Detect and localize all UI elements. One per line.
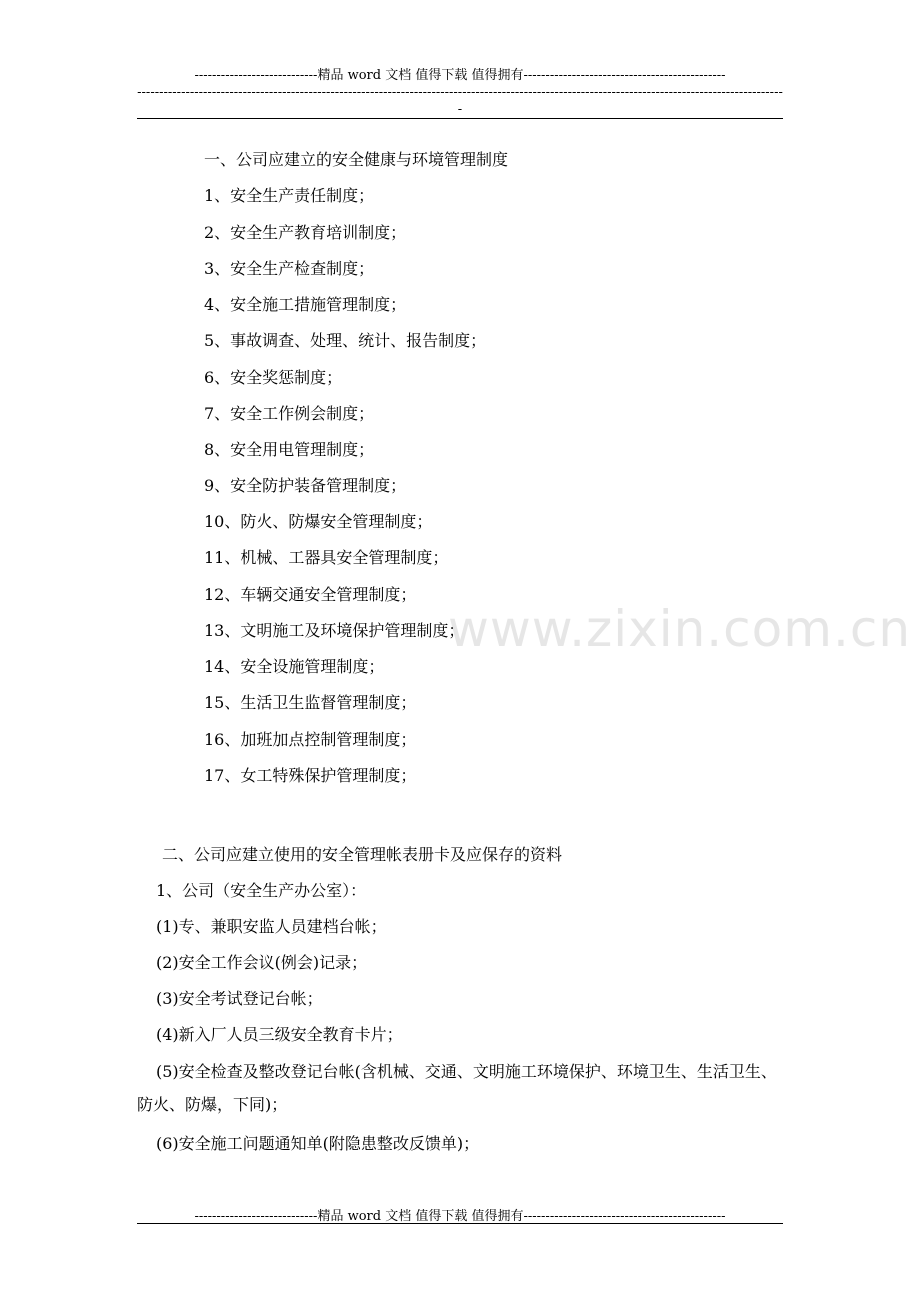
footer-divider (137, 1223, 783, 1224)
list-item: 15、生活卫生监督管理制度； (204, 693, 417, 712)
section2-subtitle: 1、公司（安全生产办公室）： (156, 881, 367, 900)
section1-title: 一、公司应建立的安全健康与环境管理制度 (204, 150, 509, 169)
list-item: 2、安全生产教育培训制度； (204, 223, 407, 242)
watermark: www.zixin.com.cn (448, 600, 912, 658)
list-item: 3、安全生产检查制度； (204, 259, 375, 278)
list-item: 12、车辆交通安全管理制度； (204, 585, 417, 604)
list-item: 8、安全用电管理制度； (204, 440, 375, 459)
list-item: (4)新入厂人员三级安全教育卡片； (156, 1025, 403, 1044)
list-item: 6、安全奖惩制度； (204, 368, 343, 387)
section2-title: 二、公司应建立使用的安全管理帐表册卡及应保存的资料 (162, 845, 563, 864)
list-item: 11、机械、工器具安全管理制度； (204, 548, 449, 567)
list-item: 17、女工特殊保护管理制度； (204, 766, 417, 785)
list-item: 10、防火、防爆安全管理制度； (204, 512, 433, 531)
list-item: 5、事故调查、处理、统计、报告制度； (204, 331, 487, 350)
list-item: 1、安全生产责任制度； (204, 186, 375, 205)
list-item: 13、文明施工及环境保护管理制度； (204, 621, 465, 640)
header-dash-line: ---------------------------------------------------------------------------------------------------------------------------------------------------- (137, 85, 783, 117)
list-item: 14、安全设施管理制度； (204, 657, 385, 676)
footer-banner: ----------------------------精品 word 文档 值得下载 值得拥有---------------------------------------------- (194, 1209, 726, 1224)
header-banner: ----------------------------精品 word 文档 值得下载 值得拥有---------------------------------------------- (194, 68, 726, 83)
header-divider (137, 118, 783, 119)
list-item: 4、安全施工措施管理制度； (204, 295, 407, 314)
list-item-wrapped: (5)安全检查及整改登记台帐(含机械、交通、文明施工环境保护、环境卫生、生活卫生、防火、防爆，下同)； (137, 1062, 777, 1114)
list-item: (1)专、兼职安监人员建档台帐； (156, 917, 387, 936)
list-item: (3)安全考试登记台帐； (156, 989, 323, 1008)
list-item: 7、安全工作例会制度； (204, 404, 375, 423)
list-item: (2)安全工作会议(例会)记录； (156, 953, 368, 972)
list-item: (6)安全施工问题通知单(附隐患整改反馈单)； (156, 1134, 480, 1153)
list-item: 9、安全防护装备管理制度； (204, 476, 407, 495)
list-item: 16、加班加点控制管理制度； (204, 730, 417, 749)
